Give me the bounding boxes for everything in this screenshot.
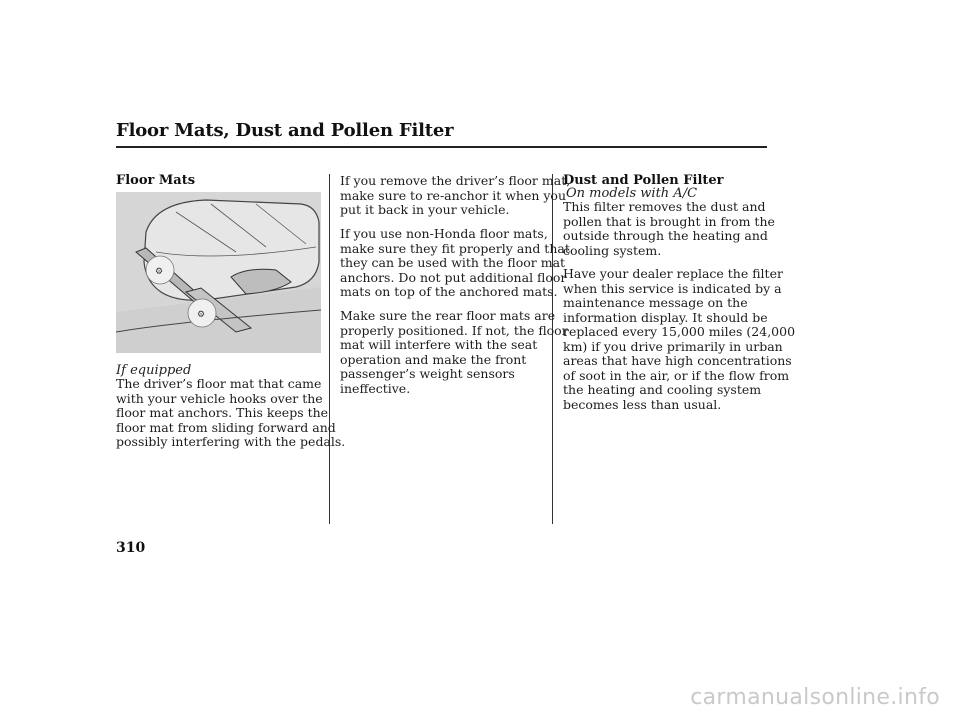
ac-models-note: On models with A/C — [566, 186, 698, 201]
col2-paragraph-1: If you remove the driver’s floor mat, make sure to re-anchor it when you put it back in your vehicle. — [340, 173, 571, 217]
page-title: Floor Mats, Dust and Pollen Filter — [116, 120, 454, 141]
if-equipped-note: If equipped — [116, 363, 192, 378]
col2-paragraph-2: If you use non-Honda floor mats, make sure they fit properly and that they can be used with the floor mat anchors. Do not put additional floor mats on top of the anchored mats. — [340, 226, 570, 299]
dust-pollen-filter-heading: Dust and Pollen Filter — [563, 173, 724, 188]
page-number: 310 — [116, 540, 146, 556]
col3-paragraph-2: Have your dealer replace the filter when this service is indicated by a maintenance message on the information display. It should be replaced every 15,000 miles (24,000 km) if you drive primarily in urban areas that have high concentrations of soot in the air, or if the flow from the heating and cooling system becomes less than usual. — [563, 266, 796, 412]
svg-text:⚙: ⚙ — [197, 310, 206, 320]
title-rule — [116, 146, 767, 148]
floor-mats-heading: Floor Mats — [116, 173, 196, 188]
floor-mats-paragraph: The driver’s floor mat that came with your vehicle hooks over the floor mat anchors. This keeps the floor mat from sliding forward and possibly interfering with the pedals. — [116, 376, 346, 449]
column-divider-left — [329, 174, 330, 524]
floor-mat-anchor-illustration — [116, 192, 321, 353]
col2-paragraph-3: Make sure the rear floor mats are properly positioned. If not, the floor mat will interfere with the seat operation and make the front passenger’s weight sensors ineffective. — [340, 308, 568, 396]
svg-text:⚙: ⚙ — [155, 267, 164, 277]
col3-paragraph-1: This filter removes the dust and pollen that is brought in from the outside through the heating and cooling system. — [563, 199, 775, 258]
watermark: carmanualsonline.info — [690, 685, 940, 710]
seat-illustration — [116, 192, 321, 353]
